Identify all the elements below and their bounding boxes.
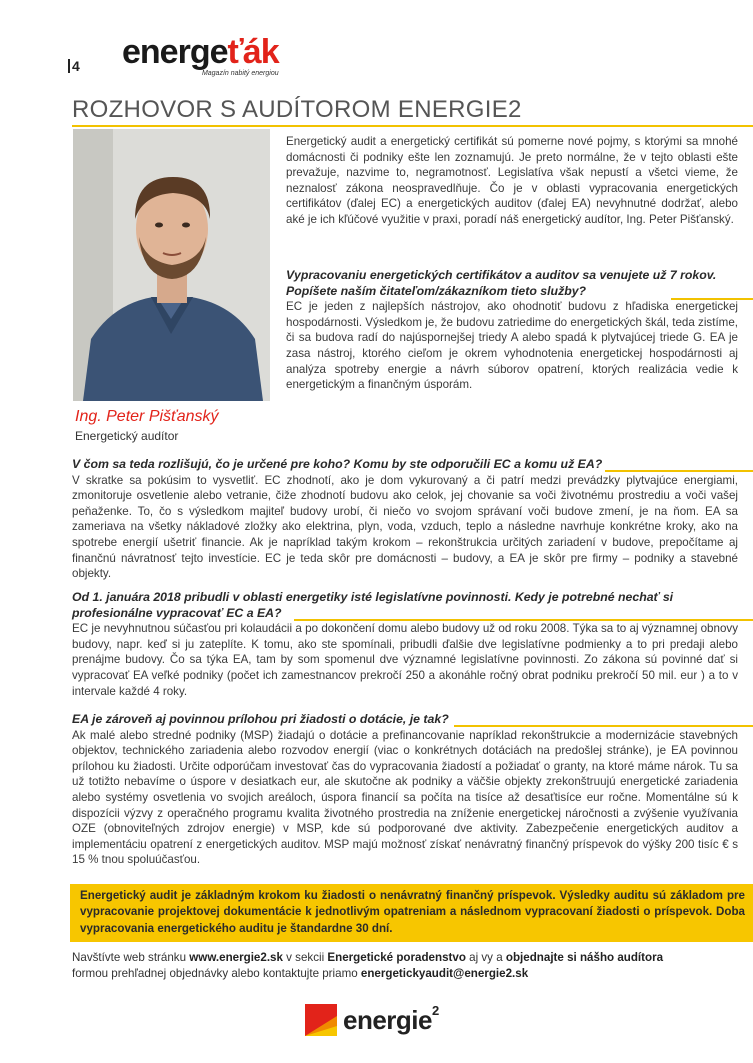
page-number: 4 — [72, 58, 80, 74]
interviewee-role: Energetický audítor — [75, 429, 179, 443]
question-1: Vypracovaniu energetických certifikátov a auditov sa venujete už 7 rokov. Popíšete naším čitateľom/zákazníkom tieto služby? — [286, 268, 717, 298]
qa-2 — [72, 457, 753, 582]
answer-1: EC je jeden z najlepších nástrojov, ako ohodnotiť budovu z hľadiska energetickej hospodárnosti. Výsledkom je, že budovu zatriedime do energetických škál, teda zistíme, či sa budova radí do najúspornejšej triedy A alebo spadá k plytvajúcej triede G. EA je zasa nástroj, ktorého cieľom je okrem vyhodnotenia energetickej hospodárnosti aj analýza spotreby energie a návrh súborov opatrení, ktorých realizácia vedie k energetickým a finančným úsporám. — [286, 300, 738, 392]
title-underline — [72, 125, 753, 127]
footer-text-3: aj vy a — [465, 951, 506, 964]
footer-text-4: formou prehľadnej objednávky alebo kontaktujte priamo — [72, 966, 361, 980]
question-3: Od 1. januára 2018 pribudli v oblasti energetiky isté legislatívne povinnosti. Kedy je potrebné nechať si profesionálne vypracovať EC a EA? — [72, 590, 674, 620]
email-link[interactable]: energetickyaudit@energie2.sk — [360, 966, 529, 980]
question-4-underline — [454, 725, 753, 727]
question-2: V čom sa teda rozlišujú, čo je určené pre koho? Komu by ste odporučili EC a komu už EA? — [72, 457, 603, 471]
answer-2: V skratke sa pokúsim to vysvetliť. EC zhodnotí, ako je dom vykurovaný a či patrí medzi prevádzky plytvajúce energiami, zmonitoruje osvetlenie alebo vetranie, čiže zhodnotí budovu ako celok, jej chovanie sa voči životnému prostrediu a voči vašej peňaženke. To, čo s výsledkom majiteľ budovy urobí, či niečo vo svojom správaní voči budove zmení, je na ňom. EA sa zameriava na všetky nákladové zložky ako elektrina, plyn, voda, vzduch, teplo a následne navrhuje konkrétne kroky, ako na spotrebe energií ušetriť financie. Ak je napríklad takým krokom – rekonštrukcia určitých zariadení v budove, prepočítame aj finančnú návratnosť tejto investície. EC je teda skôr pre domácnosti – budovy, a EA je skôr pre firmy – podniky a stavebné objekty. — [72, 473, 738, 581]
answer-4: Ak malé alebo stredné podniky (MSP) žiadajú o dotácie a prefinancovanie napríklad rekonštrukcie a modernizácie stavebných objektov, technického zariadenia alebo rozvodov energií (viac o konkrétnych dotáciách na predošlej stránke), je EA povinnou prílohou ku žiadosti. Určite odporúčam investovať čas do vypracovania žiadostí a požiadať o granty, na ktoré máme nárok. Tu sa už totižto nebavíme o úspore v desiatkach eur, ale skutočne ak podniky a väčšie objekty zrekonštruujú energetické zariadenia alebo systémy osvetlenia vo svojich areáloch, úspora financií sa počíta na tisíce až desaťtisíce eur ročne. Momentálne sú k dispozícii výzvy z operačného programu kvalita životného prostredia na zníženie energetickej náročnosti a zvýšenie využívania OZE (obnoviteľných zdrojov energie) v MSP, kde sú podporované dve aktivity. Zabezpečenie energetických auditov a implementáciu opatrení z energetických auditov. MSP majú možnosť získať nenávratný finančný príspevok do výšky 200 tisíc € s 15 % tnou spoluúčasťou. — [72, 728, 738, 867]
logo-part-1: energe — [122, 33, 228, 71]
footer-text-2: v sekcii — [282, 951, 328, 964]
interviewee-name: Ing. Peter Pišťanský — [75, 408, 219, 425]
order-cta: objednajte si nášho audítora — [505, 951, 664, 964]
portrait-illustration — [73, 129, 270, 401]
question-3-underline — [294, 619, 753, 621]
energie2-logo — [305, 1004, 439, 1036]
website-link[interactable]: www.energie2.sk — [189, 951, 283, 964]
qa-4 — [72, 712, 753, 868]
footer-text — [72, 950, 682, 981]
energie2-sup: 2 — [432, 1002, 439, 1018]
logo-tagline: Magazín nabitý energiou — [201, 70, 279, 77]
highlight-box: Energetický audit je základným krokom ku žiadosti o nenávratný finančný príspevok. Výsledky auditu sú základom pre vypracovanie projektovej dokumentácie k jednotlivým opatreniam a následnom vypracovaní žiadosti o príspevok. Doba vypracovania energetického auditu je štandardne 30 dní. — [70, 884, 753, 942]
section-name: Energetické poradenstvo — [327, 951, 466, 964]
energie2-word: energie — [343, 1004, 432, 1035]
answer-3: EC je nevyhnutnou súčasťou pri kolaudácii a po dokončení domu alebo budovy už od roku 2008. Týka sa to aj významnej obnovy budovy, napr. keď si ju zateplíte. K tomu, ako ste spomínali, pribudli ďalšie dve legislatívne podmienky a to pri predaji alebo prenájme budovy. Čo sa týka EA, tam by som spomenul dve významné legislatívne povinnosti. Zo zákona sú povinné dať si vypracovať EA veľké podniky (počet ich zamestnancov prekročí 250 a akonáhle ročný obrat podniku prekročí 50 mil. eur ) a to v intervale každé 4 roky. — [72, 622, 738, 698]
portrait-photo — [73, 129, 270, 401]
question-1-underline — [671, 298, 753, 300]
question-2-underline — [605, 470, 753, 472]
qa-1 — [286, 268, 753, 393]
logo-part-2: ťák — [227, 33, 279, 71]
article-title: ROZHOVOR S AUDÍTOROM ENERGIE2 — [72, 96, 522, 123]
question-4: EA je zároveň aj povinnou prílohou pri žiadosti o dotácie, je tak? — [72, 712, 449, 726]
footer-text-1: Navštívte web stránku — [72, 951, 190, 964]
qa-3 — [72, 590, 753, 699]
energie2-logo-icon — [305, 1004, 337, 1036]
intro-paragraph: Energetický audit a energetický certifikát sú pomerne nové pojmy, s ktorými sa mnohé domácnosti či podniky ešte len zoznamujú. Je preto normálne, že v tejto oblasti ešte prevažuje, nazvime to, negramotnosť. Legislatíva však nepustí a všetci vieme, že neznalosť zákona neospravedlňuje. Čo je v oblasti vypracovania energetických certifikátov (ďalej EC) a energetických auditov (ďalej EA) nevyhnutné dodržať, alebo aké je ich kľúčové využitie v praxi, poradí náš energetický audítor, Ing. Peter Pišťanský. — [286, 135, 738, 226]
energetak-logo — [122, 33, 279, 77]
